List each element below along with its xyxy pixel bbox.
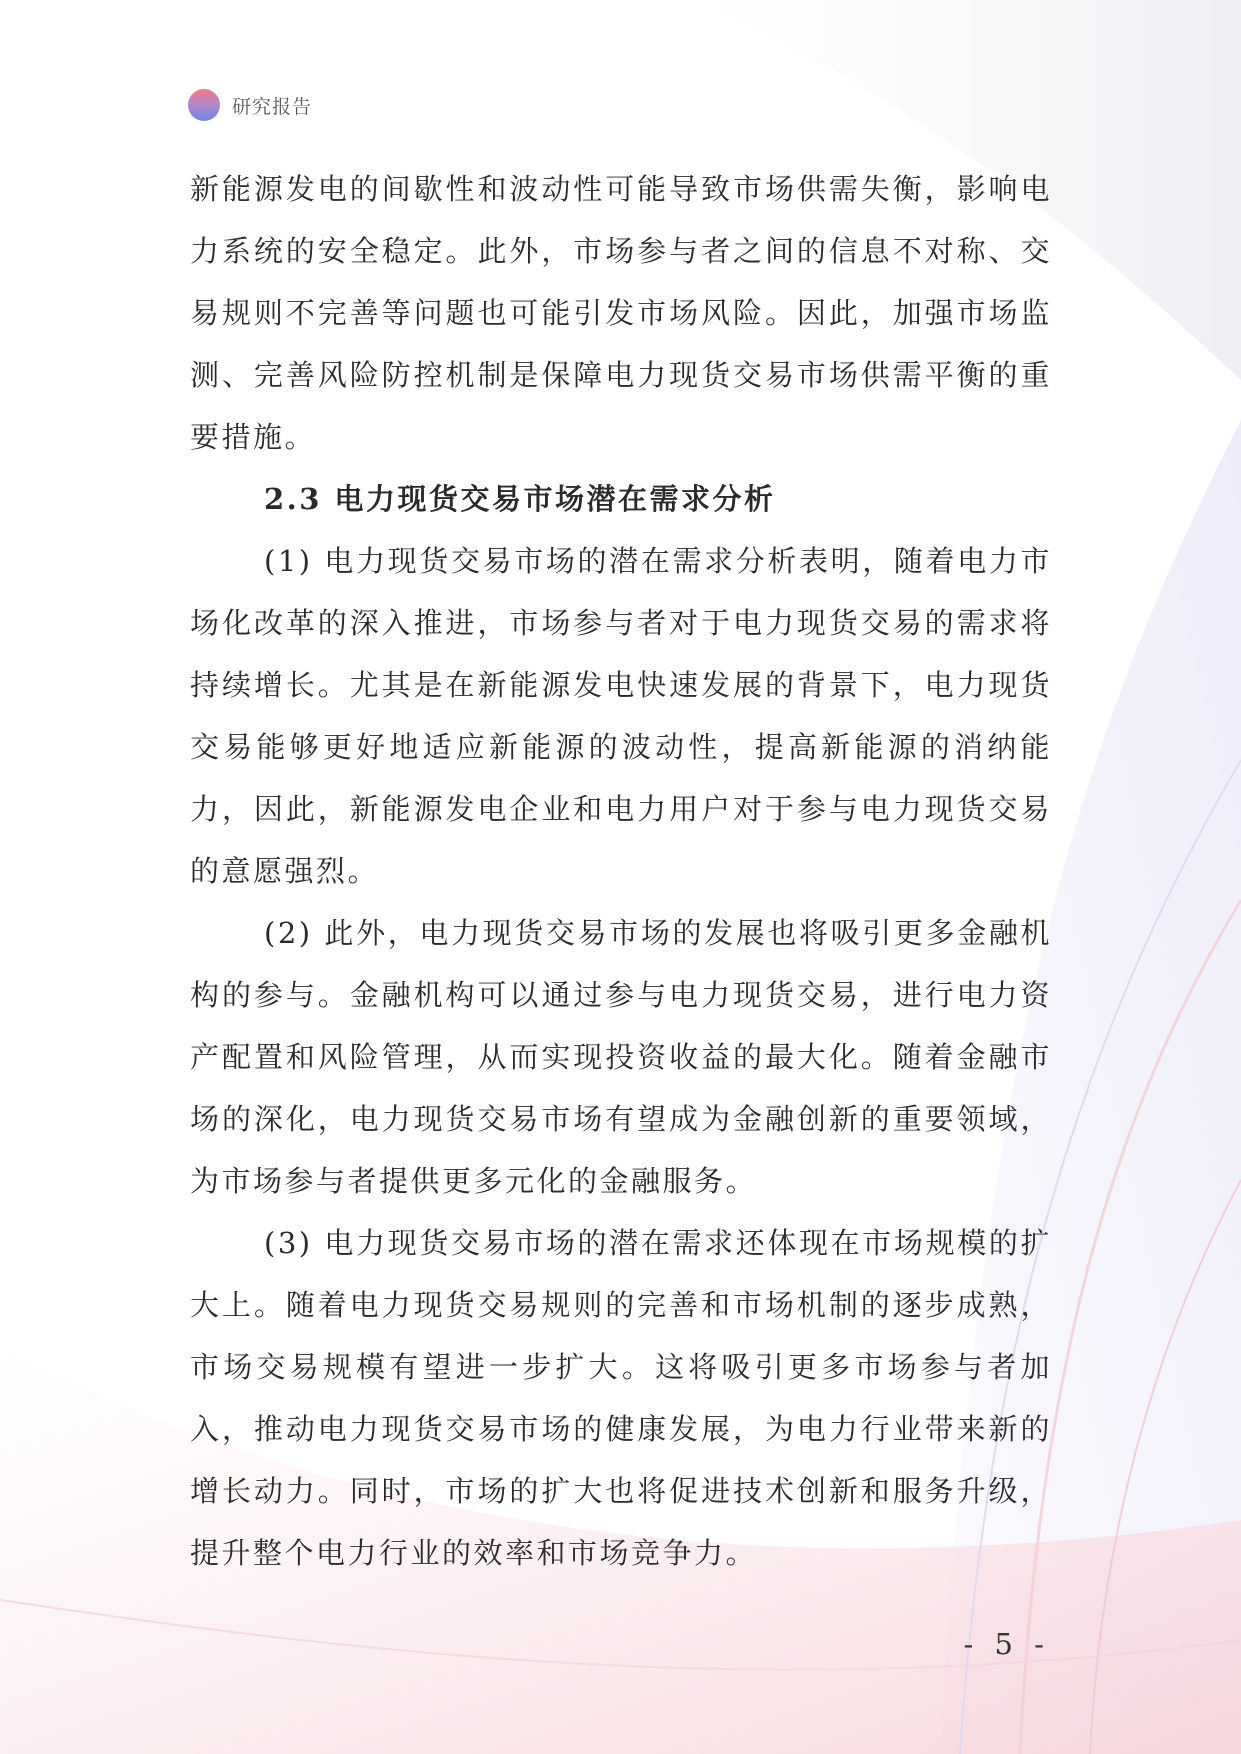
paragraph-3: (3) 电力现货交易市场的潜在需求还体现在市场规模的扩大上。随着电力现货交易规则的完善和市场机制的逐步成熟，市场交易规模有望进一步扩大。这将吸引更多市场参与者加入，推动电力现货交易市场的健康发展，为电力行业带来新的增长动力。同时，市场的扩大也将促进技术创新和服务升级，提升整个电力行业的效率和市场竞争力。 xyxy=(190,1226,1052,1570)
paragraph-2: (2) 此外，电力现货交易市场的发展也将吸引更多金融机构的参与。金融机构可以通过参与电力现货交易，进行电力资产配置和风险管理，从而实现投资收益的最大化。随着金融市场的深化，电力现货交易市场有望成为金融创新的重要领域，为市场参与者提供更多元化的金融服务。 xyxy=(190,916,1052,1198)
page-number: - 5 - xyxy=(963,1627,1050,1661)
logo-circle-icon xyxy=(188,89,220,121)
paragraph-1: (1) 电力现货交易市场的潜在需求分析表明，随着电力市场化改革的深入推进，市场参与者对于电力现货交易的需求将持续增长。尤其是在新能源发电快速发展的背景下，电力现货交易能够更好地适应新能源的波动性，提高新能源的消纳能力，因此，新能源发电企业和电力用户对于参与电力现货交易的意愿强烈。 xyxy=(190,544,1052,888)
main-content xyxy=(190,158,1052,1584)
header-title: 研究报告 xyxy=(232,95,313,118)
section-heading: 2.3 电力现货交易市场潜在需求分析 xyxy=(264,482,776,516)
page-header xyxy=(188,89,312,121)
paragraph-continued: 新能源发电的间歇性和波动性可能导致市场供需失衡，影响电力系统的安全稳定。此外，市场参与者之间的信息不对称、交易规则不完善等问题也可能引发市场风险。因此，加强市场监测、完善风险防控机制是保障电力现货交易市场供需平衡的重要措施。 xyxy=(190,172,1052,454)
